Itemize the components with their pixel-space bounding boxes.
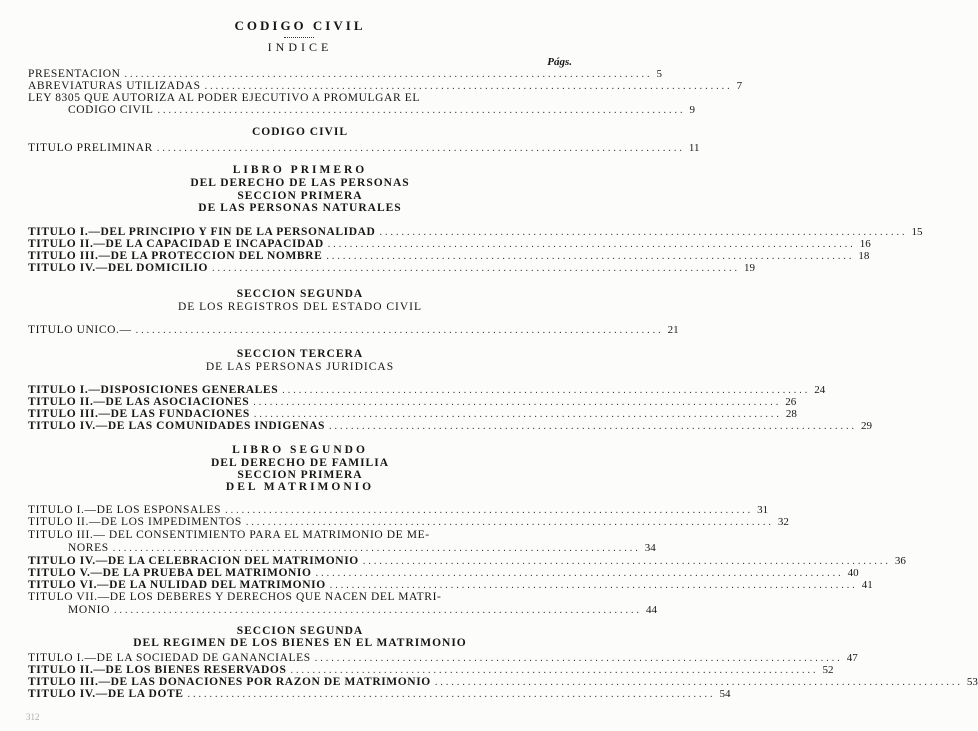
toc-entry-label: TITULO III.—DE LAS DONACIONES POR RAZON DE MATRIMONIO (28, 676, 431, 688)
toc-entry-label: TITULO III.— DEL CONSENTIMIENTO PARA EL MATRIMONIO DE ME- (28, 529, 430, 541)
toc-entry-page: 9 (689, 104, 695, 116)
pages-column-label: Págs. (547, 56, 572, 68)
toc-entry-label: TITULO III.—DE LA PROTECCION DEL NOMBRE (28, 250, 323, 262)
leader-dots: ................................................................................................ (204, 81, 733, 92)
toc-entry-page: 40 (847, 567, 859, 579)
toc-entry-label: TITULO PRELIMINAR (28, 142, 153, 154)
leader-dots: ................................................................................................ (253, 409, 782, 420)
toc-entry-page: 18 (858, 250, 870, 262)
section-subheading: DE LAS PERSONAS NATURALES (198, 202, 402, 214)
leader-dots: ................................................................................................ (113, 605, 642, 616)
toc-entry-label: TITULO IV.—DE LAS COMUNIDADES INDIGENAS (28, 420, 326, 432)
toc-entry-label: TITULO I.—DE LOS ESPONSALES (28, 504, 222, 516)
toc-entry-page: 16 (859, 238, 871, 250)
leader-dots: ................................................................................................ (156, 143, 685, 154)
toc-entry-page: 5 (656, 68, 663, 80)
leader-dots: ................................................................................................ (187, 689, 716, 700)
book-heading: LIBRO PRIMERO (232, 164, 368, 176)
toc-entry (28, 688, 731, 701)
title-ornament-rule (284, 37, 314, 38)
document-title: CODIGO CIVIL (234, 18, 366, 33)
toc-entry-page: 15 (911, 226, 923, 238)
toc-entry-label: TITULO I.—DEL PRINCIPIO Y FIN DE LA PERSONALIDAD (28, 226, 376, 238)
toc-entry-label: CODIGO CIVIL (68, 104, 154, 116)
book-subheading: DEL DERECHO DE FAMILIA (210, 457, 389, 469)
toc-entry-page: 26 (785, 396, 797, 408)
leader-dots: ................................................................................................ (327, 239, 856, 250)
leader-dots: ................................................................................................ (329, 580, 858, 591)
toc-entry (28, 529, 574, 542)
leader-dots: ................................................................................................ (379, 227, 908, 238)
section-subheading: DE LAS PERSONAS JURIDICAS (205, 361, 395, 373)
toc-entry-label: TITULO II.—DE LA CAPACIDAD E INCAPACIDAD (28, 238, 324, 250)
toc-entry-page: 24 (814, 384, 826, 396)
toc-entry-label: TITULO IV.—DE LA DOTE (28, 688, 184, 700)
toc-entry-label: TITULO II.—DE LOS IMPEDIMENTOS (28, 516, 242, 528)
toc-entry-page: 32 (777, 516, 789, 528)
section-heading: CODIGO CIVIL (251, 126, 349, 138)
toc-entry-label: TITULO UNICO.— (28, 324, 132, 336)
index-subtitle: INDICE (267, 40, 333, 54)
leader-dots: ................................................................................................ (245, 517, 774, 528)
toc-entry-label: TITULO I.—DE LA SOCIEDAD DE GANANCIALES (28, 652, 311, 664)
leader-dots: ................................................................................................ (434, 677, 963, 688)
toc-entry-label: NORES (68, 542, 109, 554)
book-subheading: DEL DERECHO DE LAS PERSONAS (190, 177, 410, 189)
toc-entry-label: LEY 8305 QUE AUTORIZA AL PODER EJECUTIVO A PROMULGAR EL (28, 92, 420, 104)
toc-entry (28, 142, 700, 155)
toc-entry-label: ABREVIATURAS UTILIZADAS (28, 80, 201, 92)
toc-entry-page: 31 (757, 504, 769, 516)
leader-dots: ................................................................................................ (157, 105, 686, 116)
toc-entry-page: 7 (736, 80, 743, 92)
toc-entry-label: TITULO VII.—DE LOS DEBERES Y DERECHOS QUE NACEN DEL MATRI- (28, 591, 442, 603)
toc-entry-page: 34 (644, 542, 656, 554)
toc-entry-label: PRESENTACION (28, 68, 121, 80)
toc-entry-page: 41 (861, 579, 873, 591)
toc-entry-label: TITULO II.—DE LOS BIENES RESERVADOS (28, 664, 287, 676)
toc-entry-page: 29 (861, 420, 873, 432)
toc-entry-page: 54 (719, 688, 731, 700)
leader-dots: ................................................................................................ (315, 568, 844, 579)
toc-entry-page: 11 (688, 142, 700, 154)
leader-dots: ................................................................................................ (314, 653, 843, 664)
toc-entry-continuation (68, 604, 657, 617)
faint-page-mark: 312 (26, 712, 40, 722)
leader-dots: ................................................................................................ (112, 543, 641, 554)
toc-entry-label: TITULO III.—DE LAS FUNDACIONES (28, 408, 250, 420)
section-heading: SECCION SEGUNDA (236, 625, 364, 637)
leader-dots: ................................................................................................ (253, 397, 782, 408)
toc-entry-label: TITULO IV.—DE LA CELEBRACION DEL MATRIMONIO (28, 555, 359, 567)
toc-entry-label: MONIO (68, 604, 110, 616)
section-subheading: DEL MATRIMONIO (225, 481, 375, 493)
toc-entry-page: 44 (645, 604, 657, 616)
leader-dots: ................................................................................................ (225, 505, 754, 516)
section-heading: SECCION PRIMERA (237, 469, 363, 481)
book-heading: LIBRO SEGUNDO (232, 444, 368, 456)
leader-dots: ................................................................................................ (124, 69, 653, 80)
leader-dots: ................................................................................................ (290, 665, 819, 676)
leader-dots: ................................................................................................ (329, 421, 858, 432)
leader-dots: ................................................................................................ (212, 263, 741, 274)
toc-entry-page: 36 (894, 555, 906, 567)
toc-entry-label: TITULO VI.—DE LA NULIDAD DEL MATRIMONIO (28, 579, 326, 591)
toc-entry-continuation (68, 104, 695, 117)
section-heading: SECCION SEGUNDA (236, 288, 364, 300)
leader-dots: ................................................................................................ (135, 325, 664, 336)
toc-entry (28, 324, 679, 337)
section-heading: SECCION PRIMERA (237, 190, 363, 202)
toc-entry (28, 262, 756, 275)
toc-entry-page: 52 (822, 664, 834, 676)
toc-entry-continuation (68, 542, 656, 555)
toc-entry-page: 28 (785, 408, 797, 420)
toc-entry-label: TITULO II.—DE LAS ASOCIACIONES (28, 396, 250, 408)
toc-entry-page: 47 (846, 652, 858, 664)
toc-entry (28, 420, 873, 433)
toc-entry-page: 21 (667, 324, 679, 336)
section-subheading: DEL REGIMEN DE LOS BIENES EN EL MATRIMONIO (133, 637, 467, 649)
toc-entry-page: 53 (966, 676, 978, 688)
leader-dots: ................................................................................................ (362, 556, 891, 567)
toc-entry-label: TITULO IV.—DEL DOMICILIO (28, 262, 209, 274)
toc-entry-page: 19 (744, 262, 756, 274)
leader-dots: ................................................................................................ (282, 385, 811, 396)
toc-entry (28, 591, 574, 604)
leader-dots: ................................................................................................ (326, 251, 855, 262)
section-heading: SECCION TERCERA (236, 348, 364, 360)
toc-entry (28, 516, 789, 529)
section-subheading: DE LOS REGISTROS DEL ESTADO CIVIL (177, 301, 423, 313)
toc-entry-label: TITULO V.—DE LA PRUEBA DEL MATRIMONIO (28, 567, 312, 579)
toc-entry-label: TITULO I.—DISPOSICIONES GENERALES (28, 384, 279, 396)
